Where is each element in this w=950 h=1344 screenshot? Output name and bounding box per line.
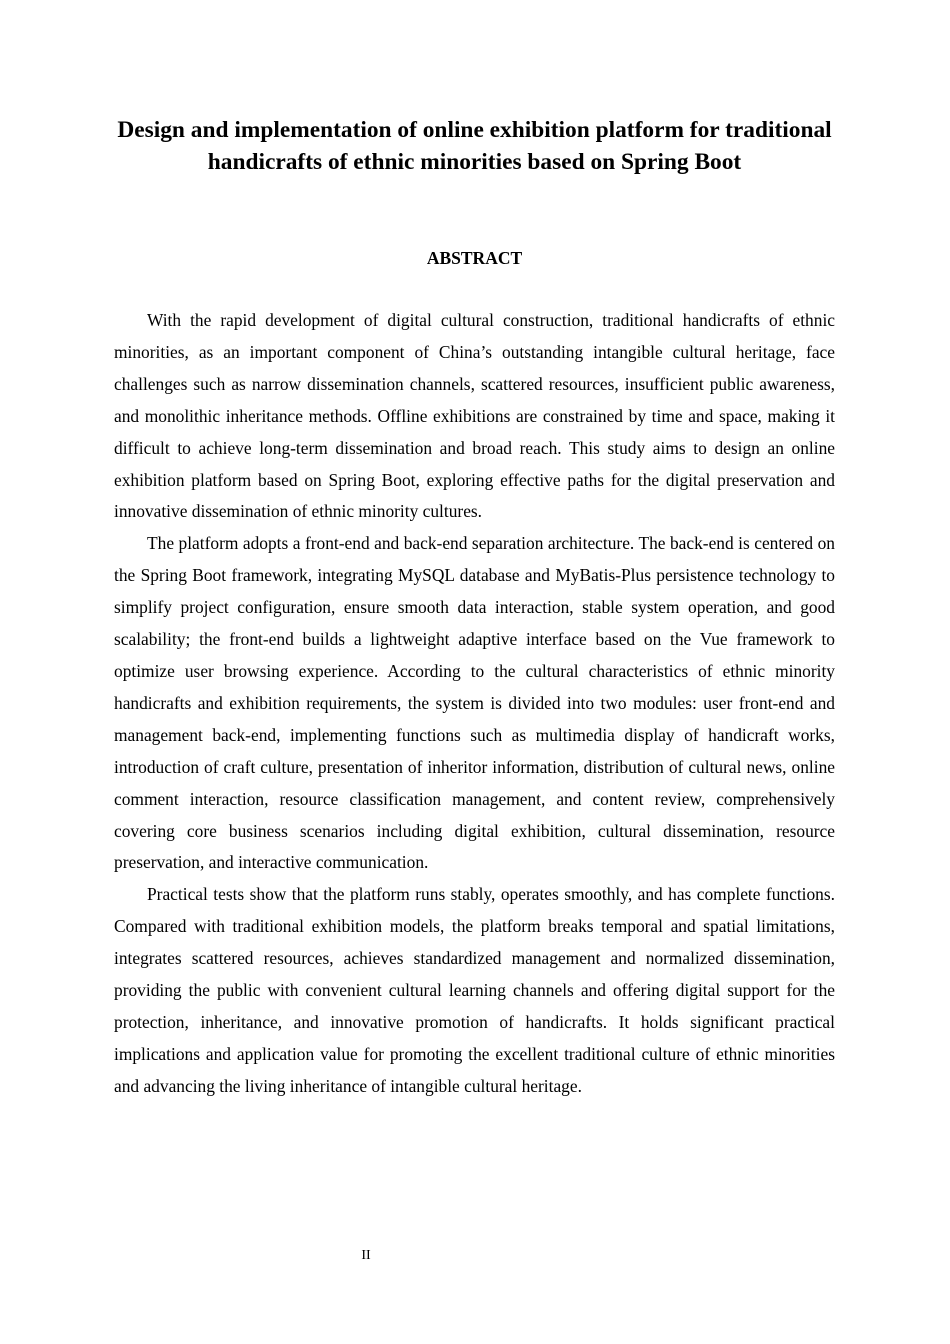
abstract-body (114, 305, 835, 1103)
abstract-paragraph-2: The platform adopts a front-end and back-end separation architecture. The back-end is centered on the Spring Boot framework, integrating MySQL database and MyBatis-Plus persistence technology to simplify project configuration, ensure smooth data interaction, stable system operation, and good scalability; the front-end builds a lightweight adaptive interface based on the Vue framework to optimize user browsing experience. According to the cultural characteristics of ethnic minority handicrafts and exhibition requirements, the system is divided into two modules: user front-end and management back-end, implementing functions such as multimedia display of handicraft works, introduction of craft culture, presentation of inheritor information, distribution of cultural news, online comment interaction, resource classification management, and content review, comprehensively covering core business scenarios including digital exhibition, cultural dissemination, resource preservation, and interactive communication. (114, 533, 835, 873)
document-title: Design and implementation of online exhibition platform for traditional handicrafts of ethnic minorities based on Spring Boot (117, 117, 832, 175)
abstract-paragraph-3: Practical tests show that the platform runs stably, operates smoothly, and has complete functions. Compared with traditional exhibition models, the platform breaks temporal and spatial limitations, integrates scattered resources, achieves standardized management and normalized dissemination, providing the public with convenient cultural learning channels and offering digital support for the protection, inheritance, and innovative promotion of handicrafts. It holds significant practical implications and application value for promoting the excellent traditional culture of ethnic minorities and advancing the living inheritance of intangible cultural heritage. (114, 884, 835, 1096)
abstract-heading: ABSTRACT (426, 248, 523, 268)
abstract-paragraph-1: With the rapid development of digital cultural construction, traditional handicrafts of ethnic minorities, as an important component of China’s outstanding intangible cultural heritage, face challenges such as narrow dissemination channels, scattered resources, insufficient public awareness, and monolithic inheritance methods. Offline exhibitions are constrained by time and space, making it difficult to achieve long-term dissemination and broad reach. This study aims to design an online exhibition platform based on Spring Boot, exploring effective paths for the digital preservation and innovative dissemination of ethnic minority cultures. (114, 310, 835, 522)
page-number: II (361, 1248, 371, 1263)
